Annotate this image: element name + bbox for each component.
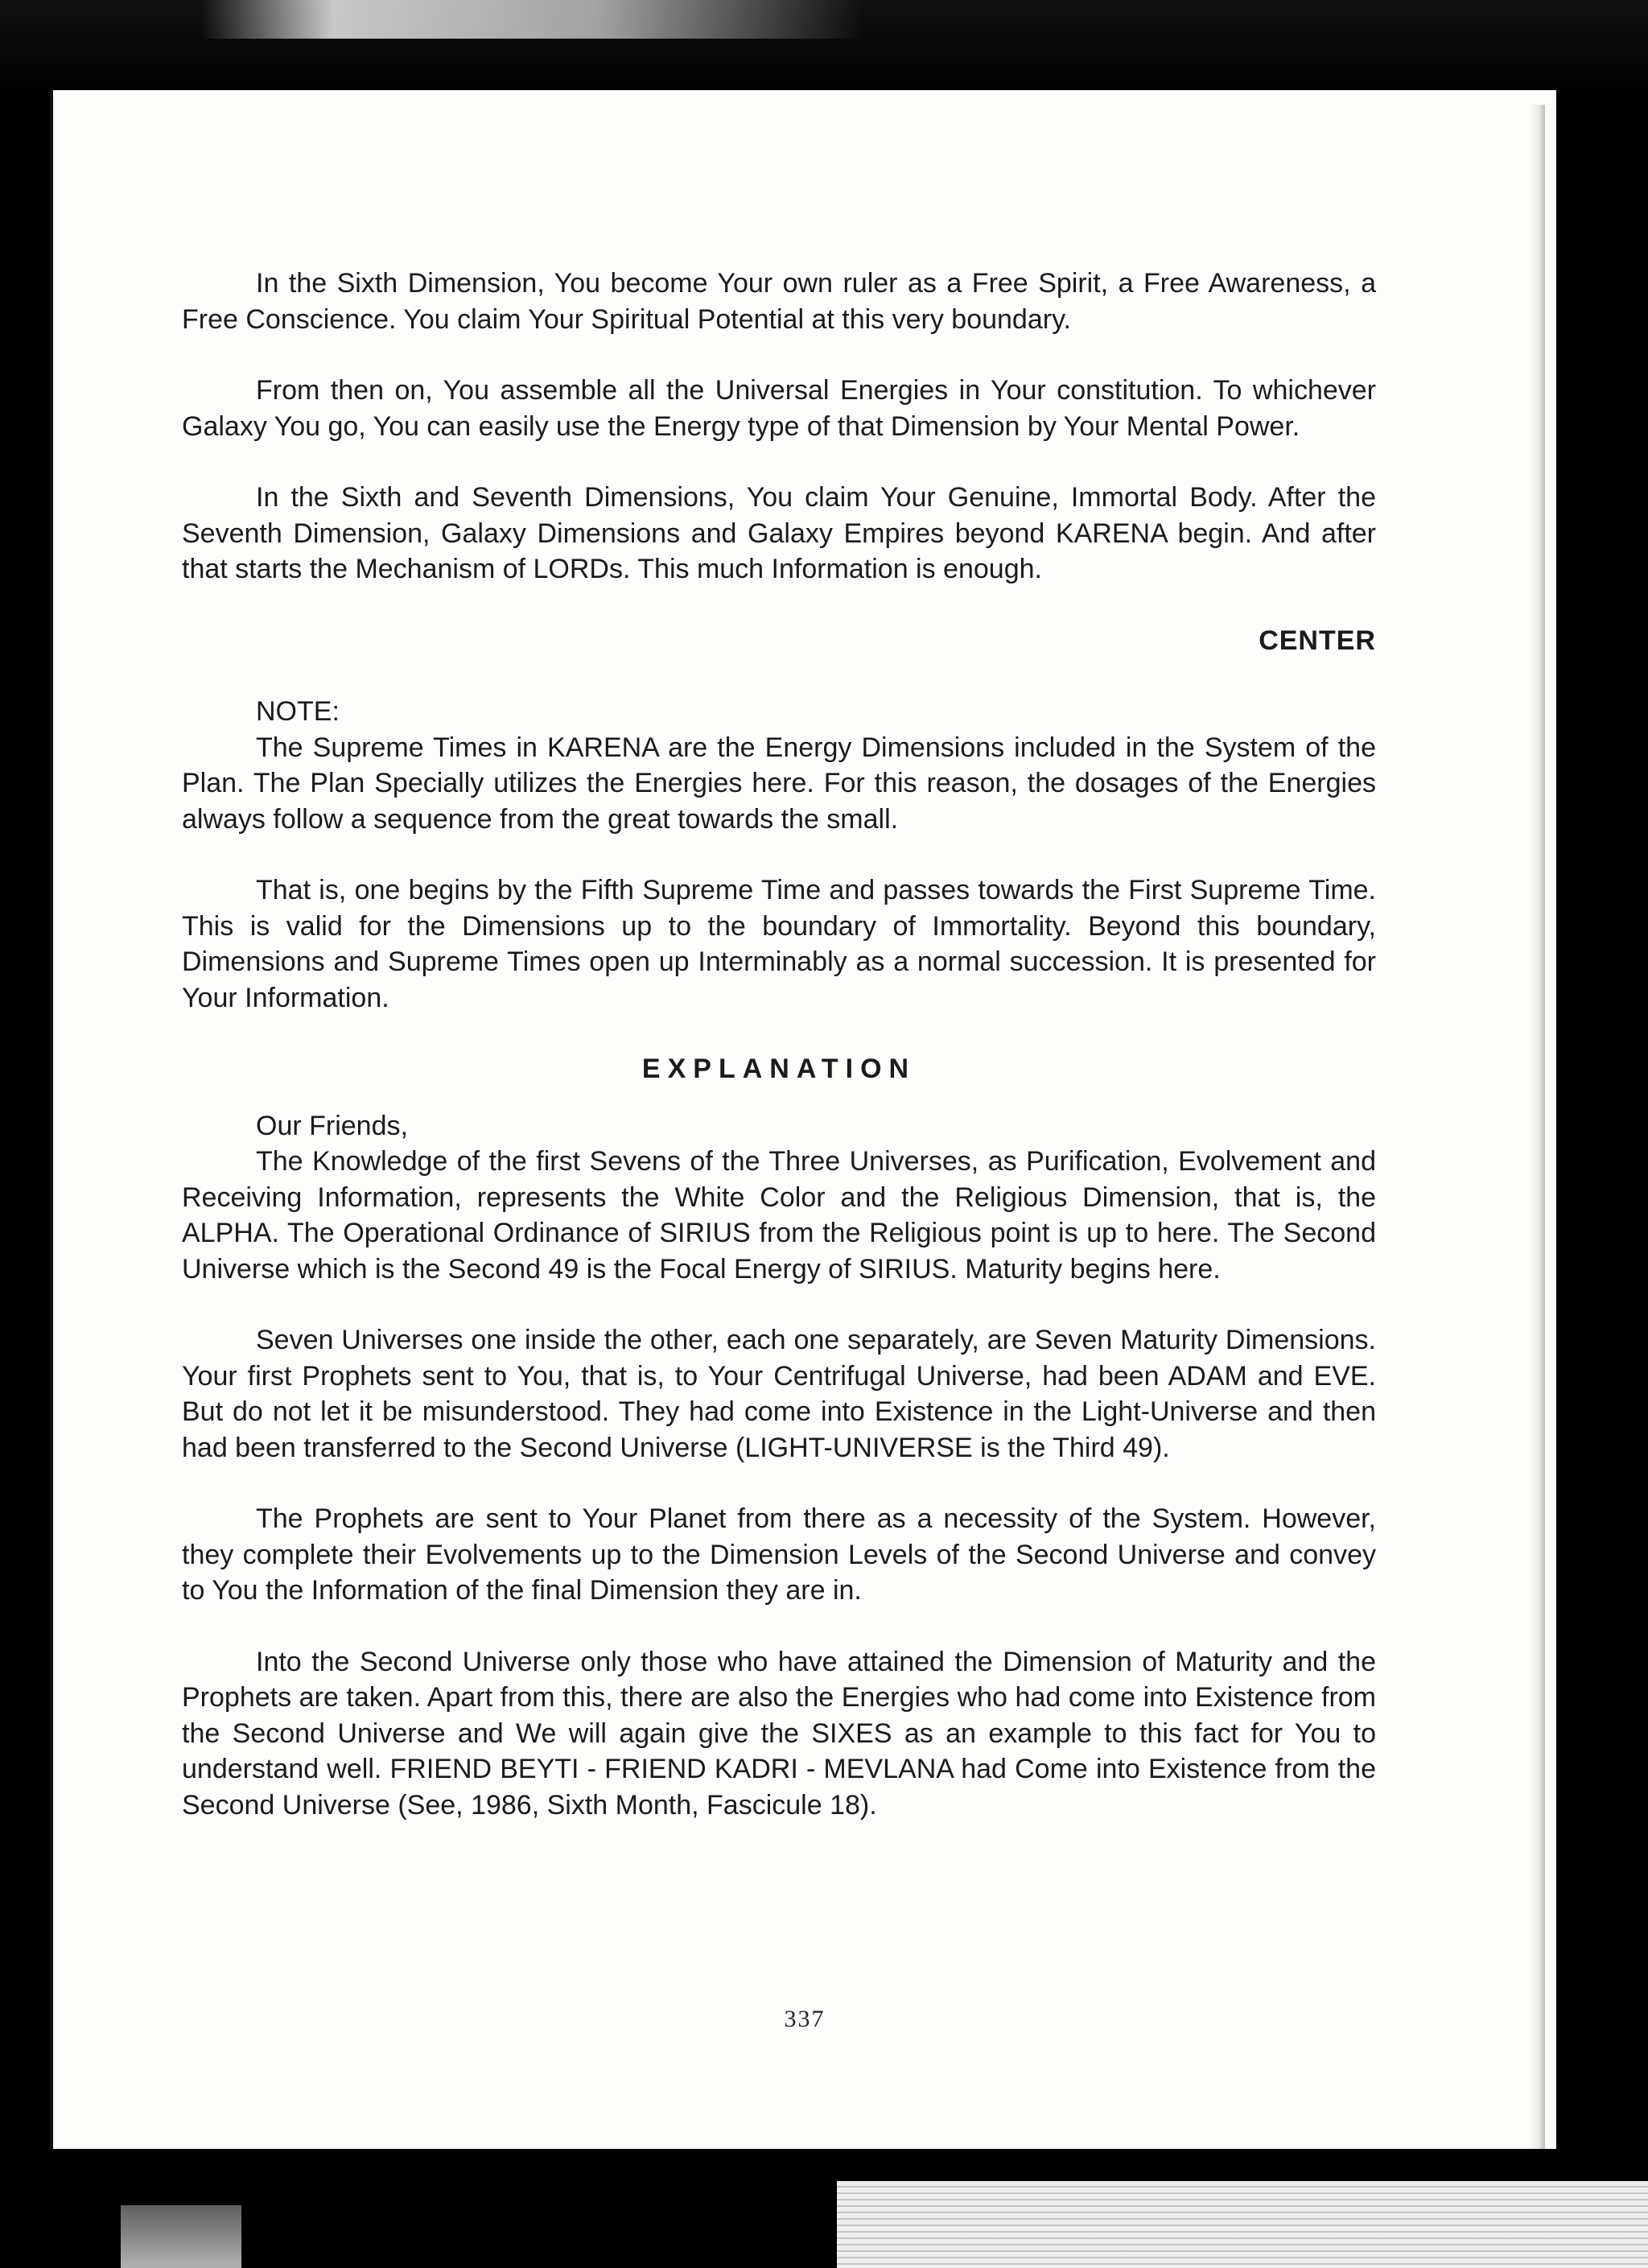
- page-edge: [1529, 105, 1545, 2149]
- book-page: [50, 90, 1556, 2155]
- note-paragraph: The Supreme Times in KARENA are the Energy Dimensions included in the System of the Plan. The Plan Specially utilizes the Energies here. For this reason, the dosages of the Energies always follow a sequence from the great towards the small.: [182, 732, 1376, 835]
- page-number: 337: [784, 2006, 826, 2032]
- explanation-paragraph: Seven Universes one inside the other, each one separately, are Seven Maturity Dimensions. Your first Prophets sent to You, that is, to Your Centrifugal Universe, had been ADAM and EVE. But do not let it be misunderstood. They had come into Existence in the Light-Universe and then had been transferred to the Second Universe (LIGHT-UNIVERSE is the Third 49).: [182, 1325, 1376, 1463]
- page-body: [182, 266, 1376, 1858]
- section-heading: EXPLANATION: [641, 1054, 917, 1084]
- explanation-paragraph: Into the Second Universe only those who have attained the Dimension of Maturity and the Prophets are taken. Apart from this, there are also the Energies who had come into Existence from the Second Universe and We will again give the SIXES as an example to this fact for You to understand well. FRIEND BEYTI - FRIEND KADRI - MEVLANA had Come into Existence from the Second Universe (See, 1986, Sixth Month, Fascicule 18).: [182, 1646, 1376, 1821]
- scan-glare: [837, 2181, 1648, 2268]
- scan-border-bottom: [0, 2149, 1648, 2268]
- note-paragraph: That is, one begins by the Fifth Supreme Time and passes towards the First Supreme Time. This is valid for the Dimensions up to the boundary of Immortality. Beyond this boundary, Dimensions and Supreme Times open up Interminably as a normal succession. It is presented for Your Information.: [182, 875, 1376, 1013]
- scan-glare: [121, 2205, 241, 2268]
- explanation-paragraph: The Prophets are sent to Your Planet from there as a necessity of the System. However, they complete their Evolvements up to the Dimension Levels of the Second Universe and convey to You the Information of the final Dimension they are in.: [182, 1503, 1376, 1606]
- paragraph: In the Sixth and Seventh Dimensions, You claim Your Genuine, Immortal Body. After the Seventh Dimension, Galaxy Dimensions and Galaxy Empires beyond KARENA begin. And after that starts the Mechanism of LORDs. This much Information is enough.: [182, 482, 1376, 584]
- scan-border-top: [0, 0, 1648, 97]
- paragraph: From then on, You assemble all the Universal Energies in Your constitution. To whichever Galaxy You go, You can easily use the Energy type of that Dimension by Your Mental Power.: [182, 375, 1376, 442]
- signature: CENTER: [1259, 625, 1376, 656]
- note-label: NOTE:: [256, 696, 340, 727]
- paragraph: In the Sixth Dimension, You become Your own ruler as a Free Spirit, a Free Awareness, a Free Conscience. You claim Your Spiritual Potential at this very boundary.: [182, 268, 1376, 335]
- scan-glare: [201, 0, 861, 39]
- explanation-paragraph: The Knowledge of the first Sevens of the Three Universes, as Purification, Evolvement and Receiving Information, represents the White Color and the Religious Dimension, that is, the ALPHA. The Operational Ordinance of SIRIUS from the Religious point is up to here. The Second Universe which is the Second 49 is the Focal Energy of SIRIUS. Maturity begins here.: [182, 1146, 1376, 1285]
- greeting: Our Friends,: [256, 1110, 408, 1141]
